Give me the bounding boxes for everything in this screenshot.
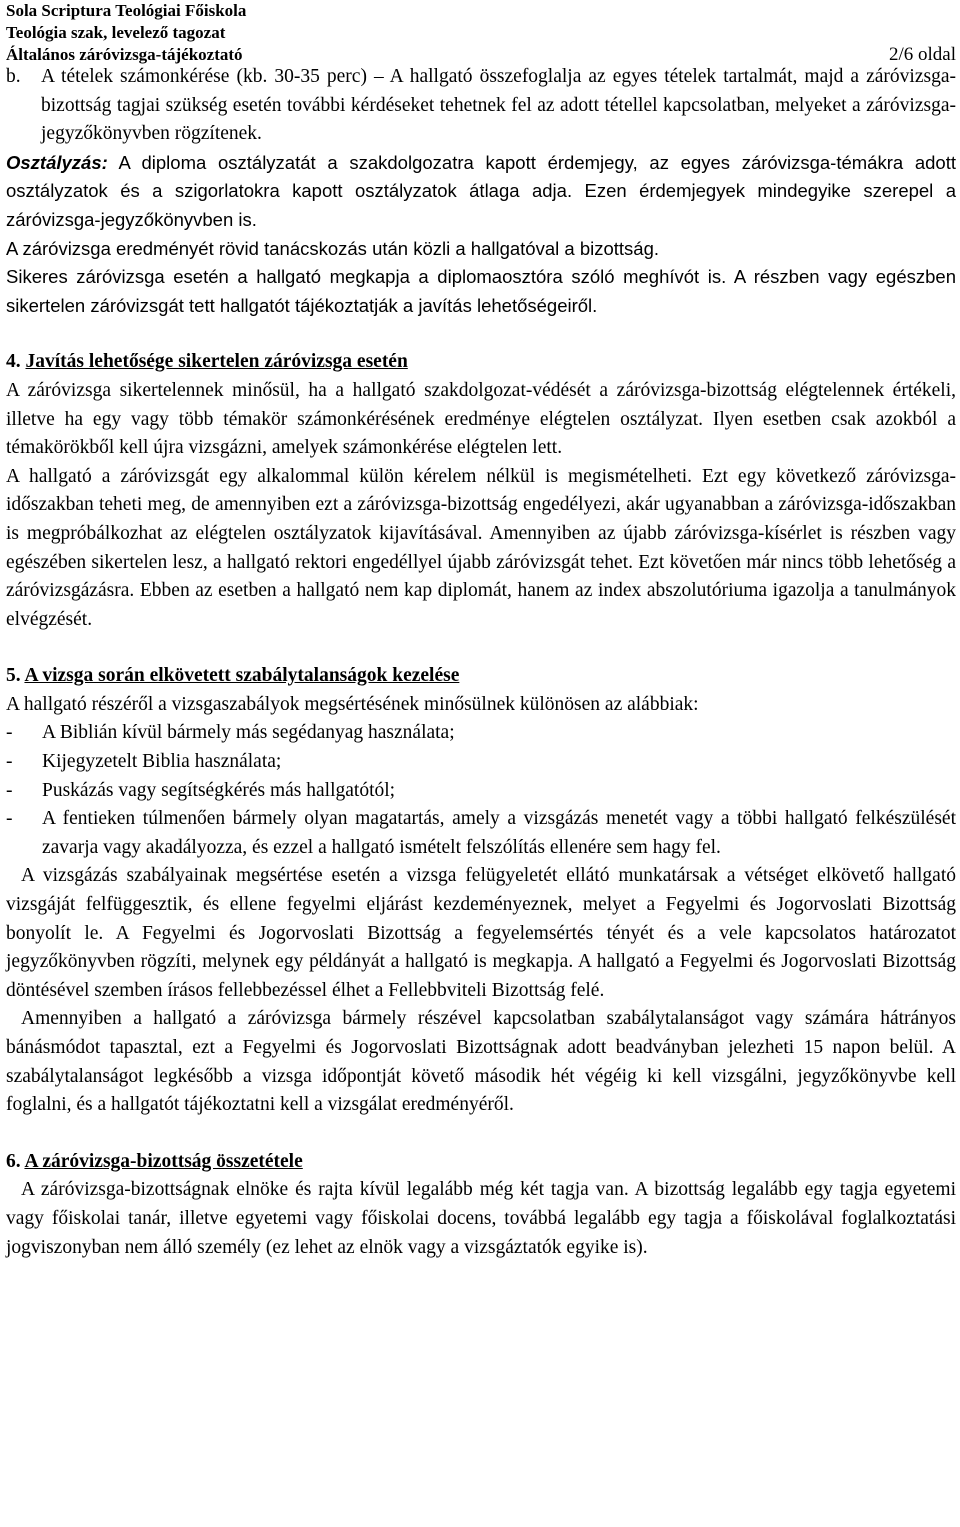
grading-result-paragraph: A záróvizsga eredményét rövid tanácskozás után közli a hallgatóval a bizottság.: [6, 237, 660, 259]
list-item-text: Puskázás vagy segítségkérés más hallgatótól;: [42, 779, 396, 801]
grading-label: Osztályzás:: [6, 151, 108, 173]
item-b-paragraph: [6, 63, 956, 149]
bullet-dash: -: [6, 722, 13, 744]
list-item-text: A Biblián kívül bármely más segédanyag használata;: [42, 722, 455, 744]
header-document-title: Általános záróvizsga-tájékoztató: [6, 45, 243, 64]
section-4-heading: [6, 348, 956, 377]
list-item: [6, 748, 956, 777]
section-6-title: A záróvizsga-bizottság összetétele: [24, 1150, 303, 1172]
header-institution: Sola Scriptura Teológiai Főiskola: [6, 1, 247, 20]
section-4-paragraph-1: A záróvizsga sikertelennek minősül, ha a hallgató szakdolgozat-védését a záróvizsga-bizottság elégtelennek értékeli, illetve ha egy vagy több témakör számonkérésének eredménye elégtelen osztályzat. Ilyen esetben csak azokból a témakörökből kell újra vizsgázni, amelyek számonkérése elégtelen lett.: [6, 379, 956, 459]
grading-text: A diploma osztályzatát a szakdolgozatra kapott érdemjegy, az egyes záróvizsga-témákra adott osztályzatok és a szigorlatokra kapott osztályzatok átlaga adja. Ezen érdemjegyek mindegyike szerepel a záróvizsga-jegyzőkönyvben is.: [6, 151, 956, 230]
section-4-paragraph-2: A hallgató a záróvizsgát egy alkalommal külön kérelem nélkül is megismételheti. Ezt egy következő záróvizsga-időszakban teheti meg, de amennyiben ezt a záróvizsga-bizottság engedélyezi, akár ugyanabban a záróvizsga-időszakban is megpróbálkozhat az elégtelen osztályzatok kijavításával. Amennyiben az újabb záróvizsga-kísérlet is részben vagy egészében sikertelen lesz, a hallgató rektori engedéllyel újabb záróvizsgát tehet. Ezt követően már nincs több lehetőség a záróvizsgázásra. Ebben az esetben a hallgató nem kap diplomát, hanem az index abszolutóriuma igazolja a tanulmányok elvégzését.: [6, 465, 956, 630]
list-item: [6, 719, 956, 748]
section-5-intro: A hallgató részéről a vizsgaszabályok megsértésének minősülnek különösen az alábbiak:: [6, 693, 699, 715]
list-item-text: A fentieken túlmenően bármely olyan magatartás, amely a vizsgázás menetét vagy a többi hallgató felkészülését zavarja vagy akadályozza, és ezzel a hallgató ismételt felszólítás ellenére sem hagy fel.: [42, 808, 956, 858]
section-4-title: Javítás lehetősége sikertelen záróvizsga esetén: [25, 351, 408, 373]
section-4-number: 4.: [6, 351, 26, 373]
section-5-paragraph-2: A vizsgázás szabályainak megsértése esetén a vizsga felügyeletét ellátó munkatársak a vétséget elkövető hallgató vizsgáját felfüggesztik, és ellene fegyelmi eljárást kezdeményeznek, melyet a Fegyelmi és Jogorvoslati Bizottság bonyolít le. A Fegyelmi és Jogorvoslati Bizottság a fegyelemsértés tényét és a vele kapcsolatos határozatot jegyzőkönyvben rögzíti, melynek egy példányát a hallgató is megkapja. A hallgató a Fegyelmi és Jogorvoslati Bizottság döntésével szemben írásos fellebbezéssel élhet a Fellebbviteli Bizottság felé.: [6, 865, 956, 1001]
section-5-paragraph-3: Amennyiben a hallgató a záróvizsga bármely részével kapcsolatban szabálytalanságot vagy számára hátrányos bánásmódot tapasztal, ezt a Fegyelmi és Jogorvoslati Bizottságnak adott beadványban jelezheti 15 napon belül. A szabálytalanságot legkésőbb a vizsga időpontját követő második hét végéig ki kell vizsgálni, jegyzőkönyvbe kell foglalni, és a hallgatót tájékoztatni kell a vizsgálat eredményéről.: [6, 1008, 956, 1116]
item-b-label: b.: [6, 66, 21, 87]
header-program: Teológia szak, levelező tagozat: [6, 23, 226, 42]
document-page: [6, 0, 956, 1262]
spacer: [6, 1120, 956, 1148]
list-item-text: Kijegyzetelt Biblia használata;: [42, 751, 282, 773]
grading-block: [6, 149, 956, 321]
section-5-title: A vizsga során elkövetett szabálytalanságok kezelése: [24, 665, 460, 687]
grading-paragraph: [6, 149, 956, 235]
list-item: [6, 777, 956, 806]
section-6-heading: [6, 1148, 956, 1177]
bullet-dash: -: [6, 808, 13, 830]
bullet-dash: -: [6, 751, 13, 773]
page-number: 2/6 oldal: [888, 44, 956, 65]
item-b-text: A tételek számonkérése (kb. 30-35 perc) – A hallgató összefoglalja az egyes tételek tartalmát, majd a záróvizsga-bizottság tagjai szükség esetén további kérdéseket tehetnek fel az adott tétellel kapcsolatban, melyeket a záróvizsga-jegyzőkönyvben rögzítenek.: [41, 66, 956, 145]
section-6-paragraph-1: A záróvizsga-bizottságnak elnöke és rajta kívül legalább még két tagja van. A bizottság legalább egy tagja egyetemi vagy főiskolai tanár, illetve egyetemi vagy főiskolai docens, továbbá legalább egy tagja a főiskolával foglalkoztatási jogviszonyban nem álló személy (ez lehet az elnök vagy a vizsgáztatók egyike is).: [6, 1179, 956, 1258]
page-header: [6, 0, 956, 66]
section-6-number: 6.: [6, 1150, 25, 1172]
section-5-number: 5.: [6, 665, 25, 687]
list-item: [6, 805, 956, 862]
spacer: [6, 634, 956, 662]
spacer: [6, 320, 956, 348]
grading-success-paragraph: Sikeres záróvizsga esetén a hallgató megkapja a diplomaosztóra szóló meghívót is. A részben vagy egészben sikertelen záróvizsgát tett hallgatót tájékoztatják a javítás lehetőségeiről.: [6, 266, 956, 316]
section-5-heading: [6, 662, 956, 691]
bullet-dash: -: [6, 779, 13, 801]
